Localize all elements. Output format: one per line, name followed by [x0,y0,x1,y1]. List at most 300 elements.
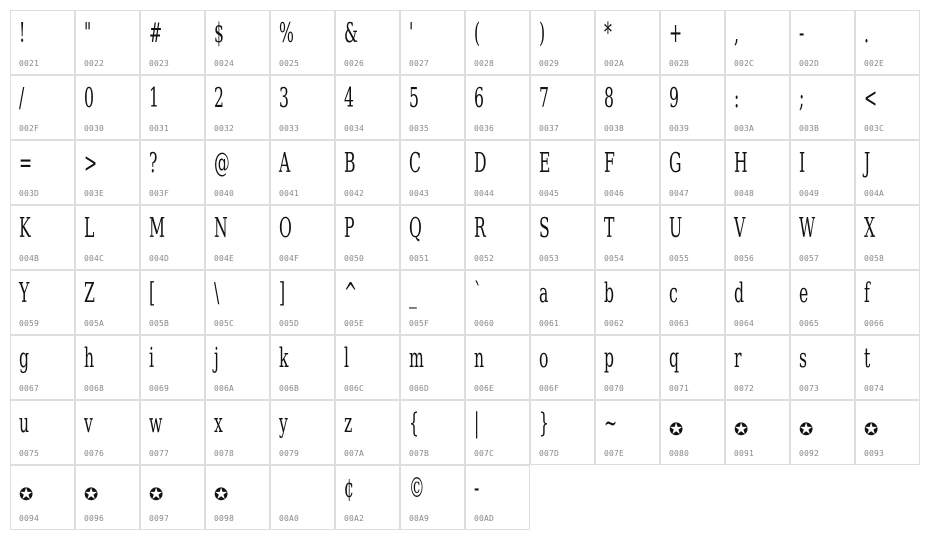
glyph-cell [595,10,660,75]
glyph-cell [790,335,855,400]
glyph-sample: - [799,18,805,49]
glyph-codepoint: 0022 [84,59,105,68]
glyph-sample: / [19,83,25,114]
glyph-codepoint: 007E [604,449,625,458]
glyph-codepoint: 0029 [539,59,560,68]
glyph-cell [725,270,790,335]
glyph-sample: y [279,408,288,439]
glyph-sample: J [864,148,871,179]
glyph-codepoint: 0057 [799,254,820,263]
glyph-cell [335,270,400,335]
glyph-codepoint: 0021 [19,59,40,68]
glyph-codepoint: 0068 [84,384,105,393]
glyph-codepoint: 005E [344,319,365,328]
glyph-cell [205,465,270,530]
glyph-sample: a [539,278,549,309]
glyph-cell [75,75,140,140]
glyph-sample: U [669,213,683,244]
glyph-cell [725,205,790,270]
glyph-codepoint: 0079 [279,449,300,458]
glyph-cell [725,75,790,140]
glyph-codepoint: 0065 [799,319,820,328]
glyph-cell [855,335,920,400]
glyph-codepoint: 0042 [344,189,365,198]
glyph-codepoint: 0098 [214,514,235,523]
glyph-cell [10,465,75,530]
glyph-codepoint: 0060 [474,319,495,328]
glyph-codepoint: 004E [214,254,235,263]
glyph-codepoint: 002D [799,59,820,68]
glyph-cell [660,75,725,140]
glyph-codepoint: 0066 [864,319,885,328]
glyph-codepoint: 003D [19,189,40,198]
glyph-sample: # [149,18,163,49]
glyph-sample: ✪ [669,420,684,440]
glyph-codepoint: 0053 [539,254,560,263]
glyph-sample: s [799,343,808,374]
glyph-cell [465,75,530,140]
glyph-codepoint: 004A [864,189,885,198]
glyph-codepoint: 0028 [474,59,495,68]
glyph-codepoint: 0073 [799,384,820,393]
glyph-sample: ` [474,278,482,309]
glyph-cell [790,205,855,270]
glyph-grid [10,10,920,530]
glyph-codepoint: 00AD [474,514,495,523]
glyph-sample: j [214,343,219,374]
glyph-codepoint: 0032 [214,124,235,133]
glyph-cell [530,270,595,335]
glyph-codepoint: 0077 [149,449,170,458]
glyph-cell [270,140,335,205]
glyph-cell [465,10,530,75]
glyph-sample: R [474,213,486,244]
glyph-codepoint: 004D [149,254,170,263]
glyph-cell [855,140,920,205]
glyph-sample: @ [214,148,230,179]
glyph-codepoint: 007B [409,449,430,458]
glyph-codepoint: 004B [19,254,40,263]
glyph-codepoint: 007A [344,449,365,458]
glyph-cell [400,465,465,530]
glyph-cell [140,10,205,75]
glyph-cell [465,465,530,530]
glyph-cell [595,270,660,335]
glyph-sample: | [474,408,480,439]
glyph-sample: q [669,343,680,374]
glyph-cell [10,270,75,335]
glyph-sample: V [734,213,746,244]
glyph-cell [465,140,530,205]
glyph-sample: ! [19,18,26,49]
glyph-sample: _ [409,278,417,309]
glyph-codepoint: 0035 [409,124,430,133]
glyph-sample: 4 [344,83,354,114]
glyph-sample: H [734,148,748,179]
glyph-cell [530,335,595,400]
glyph-codepoint: 0030 [84,124,105,133]
glyph-sample: ? [149,148,158,179]
glyph-sample: M [149,213,166,244]
glyph-cell [660,400,725,465]
glyph-codepoint: 0074 [864,384,885,393]
glyph-cell [270,205,335,270]
glyph-codepoint: 0045 [539,189,560,198]
glyph-codepoint: 0056 [734,254,755,263]
glyph-codepoint: 003C [864,124,885,133]
glyph-cell [465,400,530,465]
glyph-cell [855,10,920,75]
glyph-codepoint: 0078 [214,449,235,458]
glyph-codepoint: 005B [149,319,170,328]
glyph-codepoint: 0062 [604,319,625,328]
glyph-sample: 1 [149,83,159,114]
glyph-codepoint: 002C [734,59,755,68]
glyph-sample: 3 [279,83,289,114]
glyph-sample: X [864,213,876,244]
glyph-sample: f [864,278,870,309]
glyph-sample: 8 [604,83,614,114]
glyph-cell [790,140,855,205]
glyph-sample: n [474,343,485,374]
glyph-cell [205,140,270,205]
glyph-sample: ' [409,18,414,49]
glyph-codepoint: 002F [19,124,40,133]
glyph-codepoint: 003E [84,189,105,198]
glyph-cell [725,400,790,465]
glyph-sample: T [604,213,615,244]
glyph-codepoint: 0055 [669,254,690,263]
glyph-cell [400,205,465,270]
glyph-codepoint: 0034 [344,124,365,133]
glyph-cell [335,10,400,75]
glyph-sample: r [734,343,742,374]
glyph-codepoint: 006E [474,384,495,393]
glyph-codepoint: 0069 [149,384,170,393]
glyph-cell [595,400,660,465]
glyph-cell [205,400,270,465]
glyph-sample: * [604,18,612,49]
glyph-cell [855,205,920,270]
glyph-cell [660,205,725,270]
glyph-codepoint: 006F [539,384,560,393]
glyph-cell [530,10,595,75]
glyph-codepoint: 007C [474,449,495,458]
glyph-cell [400,140,465,205]
glyph-sample: ✪ [799,420,814,440]
glyph-codepoint: 0052 [474,254,495,263]
glyph-cell [335,140,400,205]
glyph-codepoint: 0024 [214,59,235,68]
glyph-sample: = [19,148,33,179]
glyph-sample: ^ [344,278,358,309]
glyph-sample: Y [19,278,30,309]
glyph-codepoint: 0080 [669,449,690,458]
glyph-codepoint: 0036 [474,124,495,133]
glyph-codepoint: 0064 [734,319,755,328]
glyph-cell [465,335,530,400]
glyph-sample: L [84,213,95,244]
glyph-sample: ; [799,83,805,114]
glyph-cell [270,465,335,530]
glyph-cell [725,335,790,400]
glyph-sample: : [734,83,740,114]
glyph-sample: < [864,83,878,114]
glyph-codepoint: 006A [214,384,235,393]
glyph-codepoint: 0041 [279,189,300,198]
glyph-sample: P [344,213,355,244]
glyph-cell [595,335,660,400]
glyph-cell [205,75,270,140]
glyph-sample: A [279,148,291,179]
glyph-sample: % [279,18,294,49]
glyph-sample: & [344,18,358,49]
glyph-codepoint: 0070 [604,384,625,393]
glyph-cell [335,205,400,270]
glyph-codepoint: 0051 [409,254,430,263]
glyph-codepoint: 00A0 [279,514,300,523]
glyph-codepoint: 003F [149,189,170,198]
glyph-sample: B [344,148,356,179]
glyph-codepoint: 003B [799,124,820,133]
glyph-codepoint: 0023 [149,59,170,68]
glyph-cell [10,10,75,75]
glyph-codepoint: 0050 [344,254,365,263]
glyph-sample: x [214,408,223,439]
glyph-cell [725,140,790,205]
glyph-sample: o [539,343,549,374]
glyph-sample: h [84,343,95,374]
glyph-sample: N [214,213,228,244]
glyph-sample: ✪ [84,485,99,505]
glyph-codepoint: 007D [539,449,560,458]
glyph-sample: b [604,278,615,309]
glyph-sample: © [409,473,425,504]
glyph-sample: \ [214,278,220,309]
glyph-cell [335,465,400,530]
glyph-codepoint: 0037 [539,124,560,133]
glyph-cell [400,270,465,335]
glyph-codepoint: 003A [734,124,755,133]
glyph-codepoint: 0039 [669,124,690,133]
glyph-sample: p [604,343,615,374]
glyph-cell [335,75,400,140]
glyph-sample: e [799,278,809,309]
glyph-sample: G [669,148,682,179]
glyph-sample: - [474,473,480,504]
glyph-sample: ✪ [19,485,34,505]
glyph-cell [75,140,140,205]
glyph-codepoint: 004C [84,254,105,263]
glyph-sample: u [19,408,30,439]
glyph-codepoint: 005D [279,319,300,328]
glyph-cell [140,400,205,465]
glyph-cell [10,205,75,270]
glyph-cell [270,10,335,75]
glyph-codepoint: 002B [669,59,690,68]
glyph-sample: F [604,148,615,179]
glyph-cell [465,205,530,270]
glyph-cell [465,270,530,335]
glyph-sample: ] [279,278,286,309]
glyph-codepoint: 0033 [279,124,300,133]
glyph-codepoint: 0092 [799,449,820,458]
glyph-cell [75,205,140,270]
glyph-codepoint: 0047 [669,189,690,198]
glyph-cell [400,10,465,75]
glyph-cell [530,140,595,205]
glyph-sample: ✪ [149,485,164,505]
glyph-codepoint: 0048 [734,189,755,198]
glyph-sample: v [84,408,93,439]
glyph-sample: 2 [214,83,224,114]
glyph-codepoint: 004F [279,254,300,263]
glyph-cell [140,465,205,530]
glyph-codepoint: 006C [344,384,365,393]
glyph-cell [75,465,140,530]
glyph-sample: c [669,278,678,309]
glyph-sample: [ [149,278,156,309]
glyph-sample: Q [409,213,422,244]
glyph-cell [205,205,270,270]
glyph-codepoint: 006B [279,384,300,393]
glyph-sample: 9 [669,83,679,114]
glyph-sample: ) [539,18,546,49]
glyph-codepoint: 0076 [84,449,105,458]
glyph-codepoint: 0072 [734,384,755,393]
glyph-sample: , [734,18,739,49]
glyph-cell [270,270,335,335]
glyph-sample: + [669,18,683,49]
glyph-sample: } [539,408,549,439]
glyph-cell [790,10,855,75]
glyph-codepoint: 0025 [279,59,300,68]
glyph-codepoint: 0071 [669,384,690,393]
glyph-sample: z [344,408,353,439]
glyph-codepoint: 002E [864,59,885,68]
glyph-codepoint: 0031 [149,124,170,133]
glyph-sample: ( [474,18,481,49]
glyph-cell [75,400,140,465]
glyph-cell [855,270,920,335]
glyph-sample: ¢ [344,473,354,504]
glyph-codepoint: 0027 [409,59,430,68]
glyph-cell [400,400,465,465]
glyph-cell [660,335,725,400]
glyph-codepoint: 006D [409,384,430,393]
glyph-codepoint: 0067 [19,384,40,393]
glyph-cell [10,75,75,140]
glyph-sample: D [474,148,487,179]
glyph-sample: O [279,213,292,244]
glyph-cell [270,400,335,465]
glyph-codepoint: 0040 [214,189,235,198]
glyph-codepoint: 0058 [864,254,885,263]
glyph-codepoint: 0059 [19,319,40,328]
glyph-cell [10,400,75,465]
glyph-cell [400,75,465,140]
glyph-codepoint: 00A9 [409,514,430,523]
glyph-codepoint: 0097 [149,514,170,523]
glyph-cell [205,335,270,400]
glyph-codepoint: 0075 [19,449,40,458]
glyph-sample: S [539,213,550,244]
glyph-cell [725,10,790,75]
glyph-cell [140,140,205,205]
glyph-sample: ~ [604,408,618,439]
glyph-sample: k [279,343,289,374]
glyph-cell [335,335,400,400]
glyph-codepoint: 0043 [409,189,430,198]
glyph-cell [270,75,335,140]
glyph-cell [595,205,660,270]
glyph-sample: g [19,343,30,374]
glyph-sample: > [84,148,98,179]
glyph-codepoint: 005C [214,319,235,328]
glyph-sample: Z [84,278,95,309]
glyph-codepoint: 005A [84,319,105,328]
glyph-codepoint: 00A2 [344,514,365,523]
glyph-cell [660,10,725,75]
glyph-cell [400,335,465,400]
glyph-sample: ✪ [864,420,879,440]
glyph-sample: { [409,408,419,439]
glyph-sample: i [149,343,155,374]
glyph-sample: ✪ [214,485,229,505]
glyph-codepoint: 0094 [19,514,40,523]
glyph-sample: 7 [539,83,549,114]
glyph-cell [270,335,335,400]
glyph-cell [595,140,660,205]
glyph-sample: W [799,213,816,244]
glyph-codepoint: 0046 [604,189,625,198]
glyph-sample: 6 [474,83,484,114]
glyph-sample: d [734,278,745,309]
glyph-codepoint: 0038 [604,124,625,133]
glyph-sample: $ [214,18,224,49]
glyph-cell [855,75,920,140]
glyph-cell [140,205,205,270]
glyph-sample: w [149,408,163,439]
glyph-cell [790,400,855,465]
glyph-sample: l [344,343,350,374]
glyph-codepoint: 0093 [864,449,885,458]
glyph-cell [10,335,75,400]
glyph-sample: E [539,148,551,179]
glyph-codepoint: 0061 [539,319,560,328]
glyph-sample: 0 [84,83,94,114]
glyph-codepoint: 0091 [734,449,755,458]
glyph-sample: K [19,213,31,244]
glyph-cell [595,75,660,140]
glyph-cell [10,140,75,205]
glyph-cell [790,270,855,335]
glyph-codepoint: 0049 [799,189,820,198]
glyph-codepoint: 0026 [344,59,365,68]
glyph-cell [140,335,205,400]
glyph-sample: m [409,343,424,374]
glyph-cell [660,270,725,335]
glyph-cell [790,75,855,140]
glyph-cell [530,205,595,270]
glyph-cell [140,270,205,335]
glyph-cell [75,10,140,75]
glyph-cell [335,400,400,465]
glyph-cell [530,75,595,140]
glyph-codepoint: 0054 [604,254,625,263]
glyph-cell [205,270,270,335]
glyph-cell [75,335,140,400]
